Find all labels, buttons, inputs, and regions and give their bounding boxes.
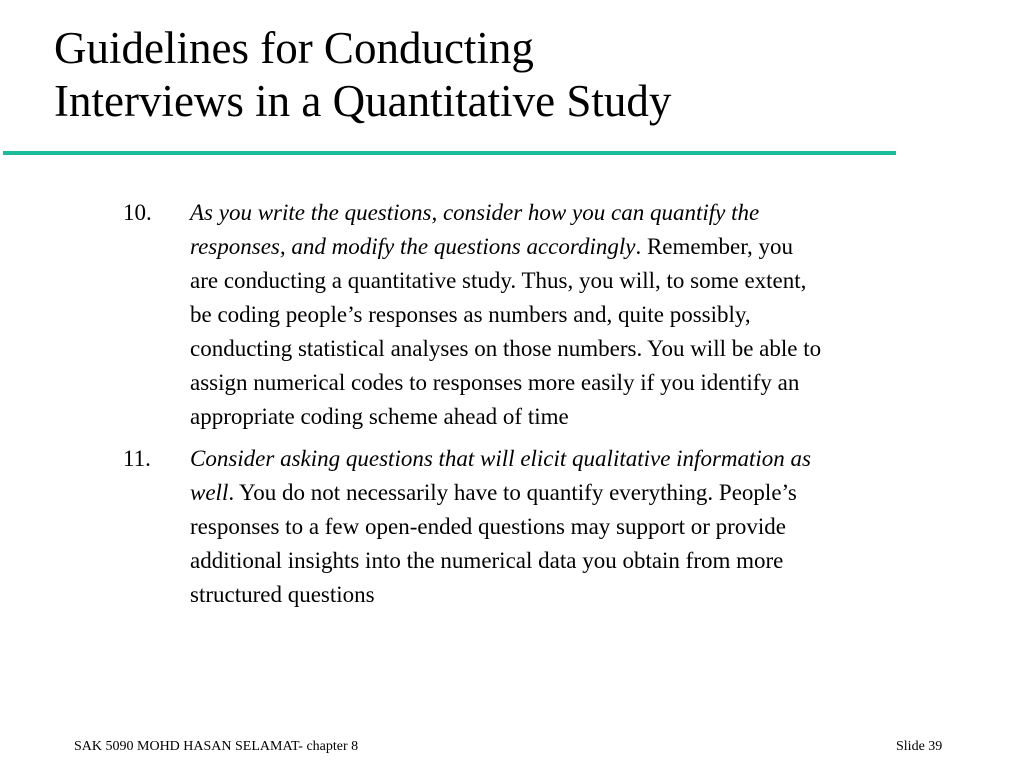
title-underline-rule (3, 151, 896, 155)
plain-text: be coding people’s responses as numbers and, quite possibly, (190, 302, 751, 327)
item-text (190, 442, 975, 612)
italic-text: responses, and modify the questions accordingly (190, 234, 636, 259)
item-text-line (190, 510, 975, 544)
item-text-line (190, 442, 975, 476)
plain-text: . You do not necessarily have to quantify everything. People’s (228, 480, 797, 505)
item-text-line (190, 578, 975, 612)
item-text-line (190, 298, 975, 332)
footer-course-info: SAK 5090 MOHD HASAN SELAMAT- chapter 8 (74, 739, 359, 754)
guideline-list (0, 196, 1024, 612)
plain-text: additional insights into the numerical data you obtain from more (190, 548, 784, 573)
plain-text: responses to a few open-ended questions may support or provide (190, 514, 786, 539)
italic-text: As you write the questions, consider how you can quantify the (190, 200, 760, 225)
item-text-line (190, 230, 975, 264)
item-text-line (190, 366, 975, 400)
guideline-item-10 (0, 196, 1024, 434)
slide-title (54, 22, 934, 128)
item-text-line (190, 476, 975, 510)
slide-title-line-1: Guidelines for Conducting (54, 23, 534, 73)
plain-text: appropriate coding scheme ahead of time (190, 404, 569, 429)
footer-slide-number: Slide 39 (896, 739, 943, 754)
item-text-line (190, 332, 975, 366)
item-number: 11. (123, 446, 151, 471)
plain-text: structured questions (190, 582, 375, 607)
item-text-line (190, 400, 975, 434)
plain-text: assign numerical codes to responses more easily if you identify an (190, 370, 800, 395)
item-text-line (190, 196, 975, 230)
slide-title-line-2: Interviews in a Quantitative Study (54, 76, 672, 126)
item-number: 10. (123, 200, 152, 225)
item-text-line (190, 264, 975, 298)
plain-text: conducting statistical analyses on those numbers. You will be able to (190, 336, 822, 361)
item-text (190, 196, 975, 434)
plain-text: are conducting a quantitative study. Thus, you will, to some extent, (190, 268, 807, 293)
plain-text: . Remember, you (635, 234, 793, 259)
item-text-line (190, 544, 975, 578)
guideline-item-11 (0, 442, 1024, 612)
italic-text: Consider asking questions that will elicit qualitative information as (190, 446, 811, 471)
italic-text: well (190, 480, 229, 505)
